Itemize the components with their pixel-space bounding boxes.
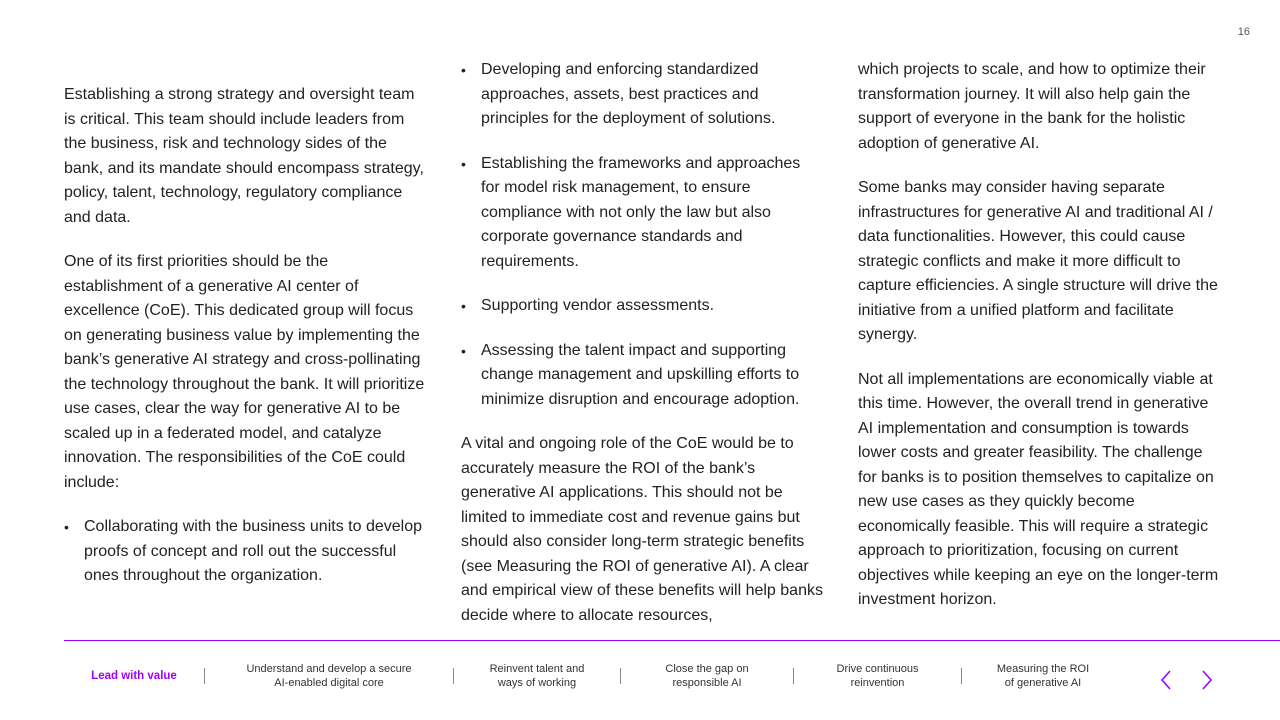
nav-continuous-reinvention[interactable]: Drive continuous reinvention [836,663,919,689]
footer-nav [64,654,1124,698]
bullet-list [461,58,823,412]
nav-digital-core[interactable]: Understand and develop a secure AI-enabled digital core [246,663,412,689]
paragraph: Establishing a strong strategy and oversight team is critical. This team should include leaders from the business, risk and technology sides of the bank, and its mandate should encompass strategy, policy, talent, technology, regulatory compliance and data. [64,86,424,226]
bullet-list [64,515,426,589]
page-number: 16 [1237,26,1250,38]
nav-reinvent-talent[interactable]: Reinvent talent and ways of working [489,663,585,689]
text-column-3 [858,58,1220,633]
next-page-button[interactable] [1193,666,1221,694]
previous-page-button[interactable] [1152,666,1180,694]
paragraph: Not all implementations are economically viable at this time. However, the overall trend in generative AI implementation and consumption is towards lower costs and greater feasibility. The challenge for banks is to position themselves to capitalize on new use cases as they quickly become economically feasible. This will require a strategic approach to prioritization, focusing on current objectives while keeping an eye on the longer-term investment horizon. [858,370,1219,608]
bullet-item: • Collaborating with the business units to develop proofs of concept and roll out the successful ones throughout the organization. [64,515,426,589]
bullet-item: • Establishing the frameworks and approaches for model risk management, to ensure compliance with not only the law but also corporate governance standards and requirements. [461,152,823,275]
paragraph: Some banks may consider having separate infrastructures for generative AI and traditional AI / data functionalities. However, this could cause strategic conflicts and make it more difficult to capture efficiencies. A single structure will drive the initiative from a unified platform and facilitate synergy. [858,179,1218,343]
chevron-left-icon [1159,669,1173,691]
nav-measuring-roi[interactable]: Measuring the ROI of generative AI [996,663,1090,689]
bullet-item: • Assessing the talent impact and supporting change management and upskilling efforts to minimize disruption and encourage adoption. [461,339,823,413]
nav-responsible-ai[interactable]: Close the gap on responsible AI [665,663,749,689]
bullet-item: • Supporting vendor assessments. [461,294,823,319]
paragraph: One of its first priorities should be the establishment of a generative AI center of excellence (CoE). This dedicated group will focus on generating business value by implementing the bank’s generative AI strategy and cross-pollinating the technology throughout the bank. It will prioritize use cases, clear the way for generative AI to be scaled up in a federated model, and catalyze innovation. The responsibilities of the CoE could include: [64,253,425,491]
chevron-right-icon [1200,669,1214,691]
footer-divider [64,640,1280,641]
bullet-item: • Developing and enforcing standardized approaches, assets, best practices and principles for the deployment of solutions. [461,58,823,132]
paragraph: A vital and ongoing role of the CoE would be to accurately measure the ROI of the bank’s generative AI applications. This should not be limited to immediate cost and revenue gains but should also consider long-term strategic benefits (see Measuring the ROI of generative AI). A clear and empirical view of these benefits will help banks decide where to allocate resources, [461,435,823,624]
nav-lead-with-value[interactable]: Lead with value [91,670,177,682]
text-column-2 [461,58,823,648]
paragraph: which projects to scale, and how to optimize their transformation journey. It will also help gain the support of everyone in the bank for the holistic adoption of generative AI. [858,61,1206,152]
text-column-1 [64,83,426,609]
